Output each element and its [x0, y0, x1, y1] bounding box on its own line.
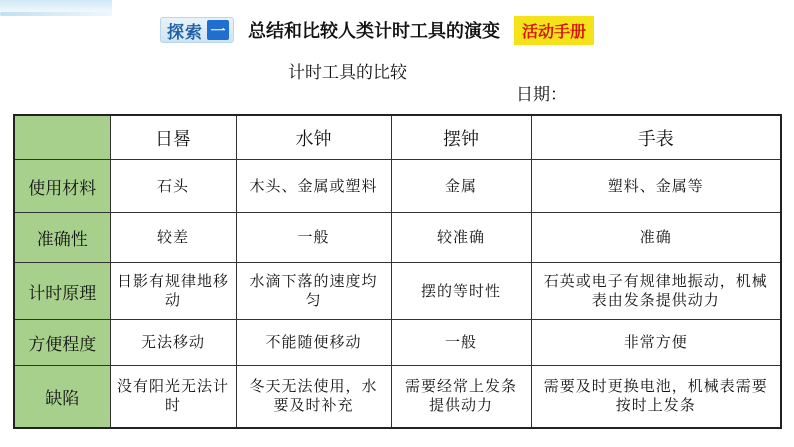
table-cell: 木头、金属或塑料 — [236, 160, 391, 213]
row-header-convenience: 方便程度 — [14, 320, 110, 366]
table-cell: 冬天无法使用，水要及时补充 — [236, 366, 391, 428]
comparison-table — [13, 114, 782, 429]
table-cell: 较准确 — [391, 213, 531, 263]
activity-handbook-tag: 活动手册 — [514, 16, 594, 45]
table-cell: 水滴下落的速度均匀 — [236, 263, 391, 320]
column-header-water-clock: 水钟 — [236, 115, 391, 160]
table-cell: 石头 — [110, 160, 236, 213]
explore-badge — [160, 17, 234, 43]
table-cell: 塑料、金属等 — [531, 160, 781, 213]
table-subtitle: 计时工具的比较 — [288, 63, 407, 83]
table-row — [14, 263, 781, 320]
explore-badge-label: 探索 — [167, 22, 203, 43]
column-header-pendulum-clock: 摆钟 — [391, 115, 531, 160]
table-header-row — [14, 115, 781, 160]
explore-badge-number: 一 — [207, 20, 229, 40]
table-cell: 非常方便 — [531, 320, 781, 366]
column-header-sundial: 日晷 — [110, 115, 236, 160]
row-header-principle: 计时原理 — [14, 263, 110, 320]
table-cell: 较差 — [110, 213, 236, 263]
table-row — [14, 160, 781, 213]
table-cell: 需要经常上发条提供动力 — [391, 366, 531, 428]
table-cell: 金属 — [391, 160, 531, 213]
row-header-material: 使用材料 — [14, 160, 110, 213]
column-header-watch: 手表 — [531, 115, 781, 160]
row-header-defect: 缺陷 — [14, 366, 110, 428]
table-cell: 摆的等时性 — [391, 263, 531, 320]
table-cell: 一般 — [391, 320, 531, 366]
table-cell: 石英或电子有规律地振动，机械表由发条提供动力 — [531, 263, 781, 320]
row-header-accuracy: 准确性 — [14, 213, 110, 263]
corner-decoration — [0, 0, 112, 16]
table-cell: 需要及时更换电池，机械表需要按时上发条 — [531, 366, 781, 428]
section-header — [160, 13, 594, 47]
table-cell: 准确 — [531, 213, 781, 263]
table-row — [14, 213, 781, 263]
table-cell: 日影有规律地移动 — [110, 263, 236, 320]
table-cell: 不能随便移动 — [236, 320, 391, 366]
table-row — [14, 320, 781, 366]
table-cell: 无法移动 — [110, 320, 236, 366]
section-title: 总结和比较人类计时工具的演变 — [248, 21, 500, 42]
table-row — [14, 366, 781, 428]
table-corner-cell — [14, 115, 110, 160]
table-cell: 一般 — [236, 213, 391, 263]
date-label: 日期： — [516, 85, 567, 105]
table-cell: 没有阳光无法计时 — [110, 366, 236, 428]
